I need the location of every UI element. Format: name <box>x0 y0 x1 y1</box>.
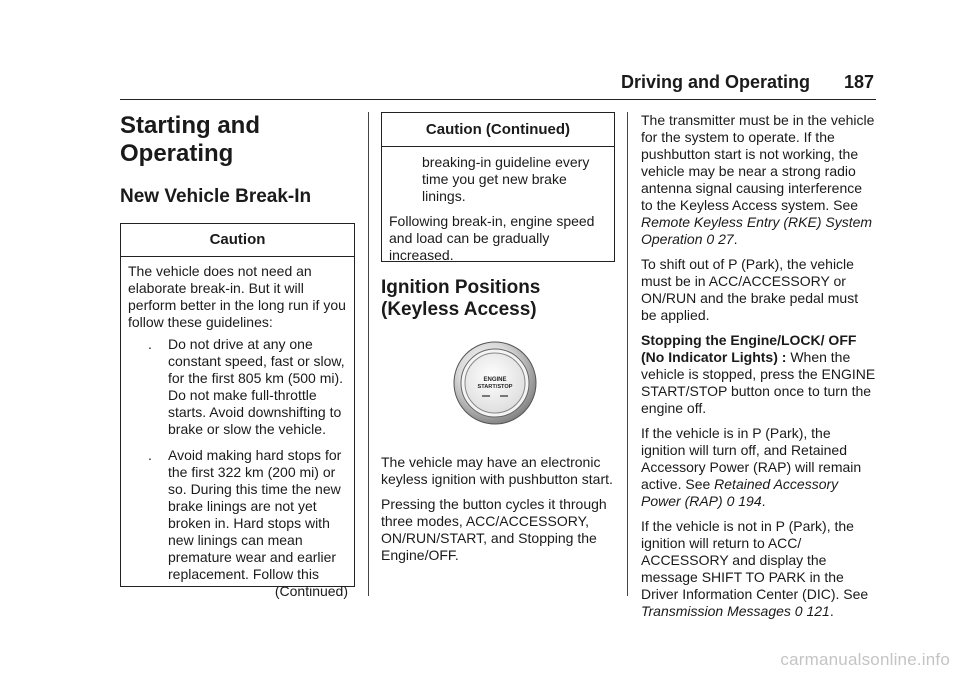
column-3 <box>641 112 877 620</box>
main-heading-line: Operating <box>120 140 234 167</box>
bullet-text: Do not drive at any one constant speed, fast or slow, for the first 805 km (500 mi). Do not make full-throttle starts. Avoid downshifting to brake or slow the vehicle. <box>168 336 345 437</box>
paragraph <box>641 332 877 417</box>
paragraph: If the vehicle is not in P (Park), the ignition will return to ACC/ ACCESSORY and display the message SHIFT TO PARK in the Driver Information Center (DIC). See Transmission Messages 0 121. <box>641 518 869 619</box>
main-heading <box>120 112 355 168</box>
caution-box <box>120 223 355 599</box>
page-reference-icon: 0 <box>706 231 715 247</box>
subheading: New Vehicle Break-In <box>120 186 312 207</box>
caution-bullet <box>128 447 348 583</box>
page-number: 187 <box>843 72 874 92</box>
caution-intro: The vehicle does not need an elaborate break-in. But it will perform better in the long run if you follow these guidelines: <box>128 263 346 330</box>
column-2 <box>381 112 615 564</box>
paragraph-text: If the vehicle is not in P (Park), the ignition will return to ACC/ ACCESSORY and display the message SHIFT TO PARK in the Driver Information Center (DIC). See <box>641 518 869 602</box>
paragraph: If the vehicle is in P (Park), the ignition will turn off, and Retained Accessory Power (RAP) will remain active. See Retained Accessory Power (RAP) 0 194. <box>641 425 862 509</box>
button-label: ENGINE <box>483 377 507 383</box>
page-reference[interactable]: 121 <box>806 603 830 619</box>
column-divider <box>368 112 369 596</box>
caution-text: Following break-in, engine speed and load can be gradually increased. <box>389 213 595 263</box>
paragraph-text: When the vehicle is stopped, press the ENGINE START/STOP button once to turn the engine off. <box>641 349 876 416</box>
caution-body <box>382 147 614 264</box>
cross-reference-link[interactable]: Retained Accessory Power (RAP) <box>641 476 839 509</box>
page-reference[interactable]: 27 <box>718 231 734 247</box>
indicator-light-icon <box>482 395 490 397</box>
paragraph: The vehicle may have an electronic keyless ignition with pushbutton start. <box>381 454 613 487</box>
caution-continued-box <box>381 112 615 262</box>
bullet-marker: . <box>148 447 152 463</box>
column-divider <box>627 112 628 596</box>
paragraph: The transmitter must be in the vehicle for the system to operate. If the pushbutton start is not working, the vehicle may be near a strong radio antenna signal causing interference to the Keyless Access system. See Remote Keyless Entry (RKE) System Operation 0 27. <box>641 112 875 247</box>
header-rule <box>120 99 876 100</box>
caution-title: Caution <box>121 224 354 257</box>
watermark: carmanualsonline.info <box>780 650 950 669</box>
main-heading-line: Starting and <box>120 112 261 139</box>
bullet-marker: . <box>148 336 152 352</box>
engine-start-button-icon <box>381 332 615 436</box>
continued-label: (Continued) <box>274 583 348 599</box>
button-label: START/STOP <box>477 384 513 390</box>
caution-title: Caution (Continued) <box>382 113 614 147</box>
caution-text: breaking-in guideline every time you get new brake linings. <box>422 154 590 204</box>
run-in-heading: Stopping the Engine/LOCK/ OFF (No Indicator Lights) : <box>641 332 857 365</box>
caution-bullet <box>128 336 348 438</box>
column-1 <box>120 112 355 599</box>
cross-reference-link[interactable]: Remote Keyless Entry (RKE) System Operation <box>641 214 873 247</box>
paragraph-text: If the vehicle is in P (Park), the ignition will turn off, and Retained Accessory Power (RAP) will remain active. See <box>641 425 862 492</box>
section-title: Driving and Operating <box>620 72 810 92</box>
indicator-light-icon <box>500 395 508 397</box>
section-heading <box>381 277 615 321</box>
page-reference-icon: 0 <box>794 603 803 619</box>
paragraph-text: The transmitter must be in the vehicle for the system to operate. If the pushbutton start is not working, the vehicle may be near a strong radio antenna signal causing interference to the Keyless Access system. See <box>641 112 875 213</box>
paragraph: To shift out of P (Park), the vehicle must be in ACC/ACCESSORY or ON/RUN and the brake pedal must be applied. <box>641 256 859 323</box>
section-heading-line: (Keyless Access) <box>381 299 537 320</box>
section-heading-line: Ignition Positions <box>381 277 541 298</box>
page-reference[interactable]: 194 <box>738 493 762 509</box>
cross-reference-link[interactable]: Transmission Messages <box>641 603 791 619</box>
start-button-figure <box>381 332 615 436</box>
page-reference-icon: 0 <box>726 493 735 509</box>
paragraph: Pressing the button cycles it through three modes, ACC/ACCESSORY, ON/RUN/START, and Stopping the Engine/OFF. <box>381 496 607 563</box>
bullet-text: Avoid making hard stops for the first 322 km (200 mi) or so. During this time the new brake linings are not yet broken in. Hard stops with new linings can mean premature wear and earlier replacement. Follow this <box>168 447 342 582</box>
caution-body <box>121 257 354 600</box>
